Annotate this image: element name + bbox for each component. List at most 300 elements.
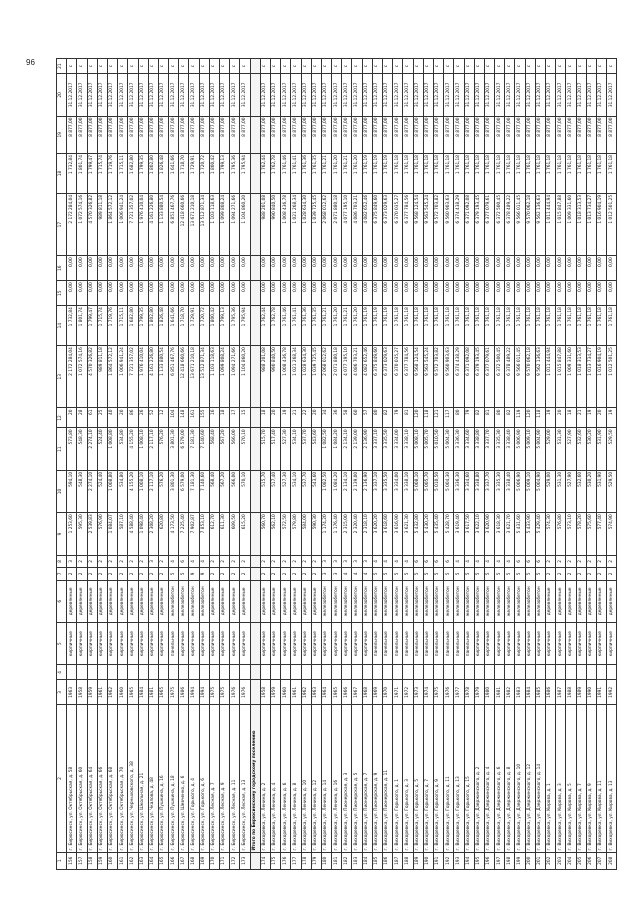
table-cell: 0,00 [291,256,301,281]
table-cell: 4 570 326,82 [87,193,97,255]
table-cell: 0,00 [199,256,209,281]
table-cell: с [566,59,576,74]
table-cell: 1 015 847,88 [556,346,566,408]
table-cell: 5 [464,568,474,580]
table-cell: 26 [138,408,148,428]
table-row [474,59,484,870]
table-cell: г. Бирюсинск, ул. Горького, д. 6 [199,705,209,852]
table-cell: 1984 [138,680,148,705]
table-cell [199,665,209,680]
table-cell: 31.12.2017 [230,74,240,116]
table-row [240,59,250,870]
table-cell: кирпичные [607,623,617,665]
table-cell: 1 013 734,27 [586,193,596,255]
table-cell: 2 [240,568,250,580]
table-cell: 4 086 703,21 [352,193,362,255]
column-header: 3 [57,680,67,705]
table-cell: 8 877,00 [209,116,219,153]
table-cell: 2 [301,555,311,567]
table-cell: 527,30 [281,470,291,512]
table-cell: 6 373 029,63 [383,346,393,408]
table-cell: 1 761,18 [515,306,525,346]
table-cell: 1 795,36 [230,306,240,346]
table-cell: г. Вихоревка, ул. Пионерская, д. 7 [362,705,372,852]
table-cell: 1 761,19 [362,306,372,346]
table-cell: 1 682,80 [128,153,138,193]
table-cell: 1 761,35 [311,153,321,193]
table-cell: 36 [332,408,342,428]
table-cell: 1 761,18 [464,153,474,193]
table-cell: железобетон [352,580,362,622]
table-cell [464,665,474,680]
table-row [169,59,179,870]
table-cell: 82 [383,408,393,428]
table-row [383,59,393,870]
table-cell: с [230,59,240,74]
table-cell: 6 [179,555,189,567]
table-cell [607,665,617,680]
table-cell: 163 [138,852,148,869]
table-cell: 1 761,18 [495,306,505,346]
table-cell: 6 [413,555,423,567]
table-cell: с [332,59,342,74]
table-cell: деревянные [148,580,158,622]
table-cell: 31.12.2017 [444,74,454,116]
table-cell [383,665,393,680]
table-cell: 2 [158,568,168,580]
table-cell: 5 010,50 [433,428,443,470]
table-cell [332,665,342,680]
table-cell: 156 [67,852,77,869]
table-cell: 0,00 [118,281,128,306]
table-cell: 0,00 [474,256,484,281]
table-cell: 8 877,00 [138,116,148,153]
table-cell [372,665,382,680]
table-cell: кирпичные [332,623,342,665]
table-cell: 4 [393,555,403,567]
table-cell: 7 853,10 [199,513,209,555]
table-cell: 8 877,00 [148,116,158,153]
table-row [495,59,505,870]
table-cell [250,59,260,74]
column-header: 16 [57,256,67,281]
table-cell: 531,90 [596,428,606,470]
table-cell: 0,00 [148,256,158,281]
table-cell: с [301,59,311,74]
table-cell: 1 799,35 [138,306,148,346]
table-cell: 31.12.2017 [596,74,606,116]
table-cell: 6 371 092,08 [464,346,474,408]
table-cell: 0,00 [546,281,556,306]
table-cell: 1 761,18 [454,306,464,346]
table-cell: 6 377 079,61 [484,193,494,255]
table-cell [250,193,260,255]
table-cell: железобетон [403,580,413,622]
table-cell: 4 [464,555,474,567]
table-cell: 611,30 [220,513,230,555]
table-cell: 2 [576,555,586,567]
table-cell: 31.12.2017 [107,74,117,116]
table-cell [576,665,586,680]
table-cell: 4 [169,555,179,567]
table-cell: 568,40 [209,428,219,470]
table-cell: 31.12.2017 [240,74,250,116]
table-cell [240,665,250,680]
table-cell: 0,00 [342,256,352,281]
table-cell: 537,70 [301,428,311,470]
table-cell: 5 [169,568,179,580]
table-cell: г. Бирюсинск, ул. Октябрьская, д. 66 [97,705,107,852]
table-cell [311,665,321,680]
table-cell: 0,00 [77,281,87,306]
table-cell: 590,30 [311,513,321,555]
table-row [393,59,403,870]
table-cell: 8 877,00 [67,116,77,153]
table-cell: 3 336,30 [454,428,464,470]
table-cell: кирпичные [128,623,138,665]
table-cell: 4 [362,568,372,580]
table-cell [362,665,372,680]
table-cell: 2 071 880,18 [332,193,342,255]
column-header: 12 [57,408,67,428]
table-cell: 5 [383,568,393,580]
table-cell: 1 732,84 [67,153,77,193]
table-cell: 1 761,21 [321,306,331,346]
table-cell: 0,00 [535,256,545,281]
table-cell: с [525,59,535,74]
table-cell: 80 [495,408,505,428]
table-cell: 1 103 118,63 [209,193,219,255]
table-cell: 1 761,18 [393,153,403,193]
table-cell: 5 432,80 [413,513,423,555]
table-cell: 18 [566,408,576,428]
table-cell: 577,40 [596,513,606,555]
table-cell: 0,00 [586,281,596,306]
table-cell: 79 [393,408,403,428]
table-cell: г. Вихоревка, ул. Ленина, д. 10 [301,705,311,852]
table-cell: 177 [291,852,301,869]
table-cell: 80 [372,408,382,428]
table-cell [505,665,515,680]
table-cell: 3 [332,555,342,567]
table-cell: 60 [352,408,362,428]
table-cell: 0,00 [484,256,494,281]
table-cell: 1976 [240,680,250,705]
table-cell: 80 [454,408,464,428]
table-cell: 3 334,00 [393,470,403,512]
table-cell: 1 762,44 [260,306,270,346]
table-cell: 0,00 [321,256,331,281]
table-cell: 2 [107,568,117,580]
table-cell: г. Бирюсинск, ул. Лесная, д. 13 [240,705,250,852]
table-cell: г. Вихоревка, ул. Кирова, д. 7 [576,705,586,852]
table-cell: деревянные [128,580,138,622]
table-cell: 9 570 062,18 [525,193,535,255]
table-cell: с [607,59,617,74]
table-cell: 8 877,00 [525,116,535,153]
table-cell: 2 068 012,62 [321,346,331,408]
table-cell: г. Вихоревка, ул. Пионерская, д. 11 [383,705,393,852]
table-cell: 4 [484,555,494,567]
table-cell: железобетон [169,580,179,622]
table-cell: 0,00 [383,281,393,306]
table-cell: 3 338,10 [403,428,413,470]
table-cell: с [403,59,413,74]
table-cell [87,665,97,680]
table-cell: 31.12.2017 [352,74,362,116]
table-cell: 208 [607,852,617,869]
table-cell: 171 [220,852,230,869]
table-cell: 31.12.2017 [169,74,179,116]
table-cell: 31.12.2017 [301,74,311,116]
table-cell: 531,30 [556,470,566,512]
table-cell: деревянные [281,580,291,622]
table-cell: 57 [362,408,372,428]
table-cell: 8 877,00 [87,116,97,153]
table-cell: 1 761,20 [332,306,342,346]
table-cell: 5 431,60 [515,513,525,555]
table-cell: 1 801,74 [77,306,87,346]
table-cell: железобетон [464,580,474,622]
table-cell: 0,00 [189,281,199,306]
table-cell: 148 [179,408,189,428]
table-cell: 1 082,50 [321,470,331,512]
table-cell: 1 133 880,54 [158,346,168,408]
table-cell: 2 172 284,04 [67,193,77,255]
table-cell: 2 318,10 [362,513,372,555]
table-cell: 0,00 [505,281,515,306]
table-cell: 0,00 [413,256,423,281]
table-cell: 530,20 [586,428,596,470]
table-cell: 1968 [362,680,372,705]
table-cell: 0,00 [505,256,515,281]
table-cell: 989 811,18 [97,193,107,255]
table-cell: 164 [148,852,158,869]
table-cell: 0,00 [158,281,168,306]
table-cell: 8 877,00 [230,116,240,153]
table-cell: 2 [281,555,291,567]
table-cell: 5 [413,568,423,580]
table-cell [209,665,219,680]
table-cell: панельные [464,623,474,665]
table-cell: 988 201,08 [260,193,270,255]
table-cell: 562,10 [270,513,280,555]
table-cell: 0,00 [525,281,535,306]
table-cell: 31.12.2017 [128,74,138,116]
table-cell: 5 004,30 [444,470,454,512]
table-cell: 8 877,00 [179,116,189,153]
table-cell: 1 761,21 [342,306,352,346]
table-cell: 6 372 500,45 [495,346,505,408]
table-cell: 1965 [158,680,168,705]
table-cell: 4 [505,555,515,567]
table-cell: 3 [321,555,331,567]
table-cell: 990 840,50 [270,193,280,255]
table-cell: кирпичные [199,623,209,665]
table-cell: 1 012 501,25 [607,346,617,408]
column-header: 1 [57,852,67,869]
table-cell: 8 877,00 [281,116,291,153]
table-cell: деревянные [556,580,566,622]
table-cell: 1967 [352,680,362,705]
table-row [67,59,77,870]
table-cell: 3 620,20 [372,513,382,555]
table-cell: 9 568 124,54 [413,346,423,408]
table-row [220,59,230,870]
table-cell: 1988 [566,680,576,705]
table-cell: 579,80 [291,513,301,555]
table-cell: 0,00 [596,256,606,281]
table-cell: 1 761,20 [352,306,362,346]
rotated-table-frame [56,58,614,870]
table-row [352,59,362,870]
table-cell: г. Вихоревка, ул. Ленина, д. 6 [281,705,291,852]
table-cell: 1 008,10 [138,428,148,470]
table-cell: 2 274,10 [87,428,97,470]
table-cell: 168 [189,852,199,869]
table-cell: г. Вихоревка, ул. Кирова, д. 13 [607,705,617,852]
table-cell: 165 [158,852,168,869]
table-cell: 31.12.2017 [372,74,382,116]
table-cell: 2 [67,568,77,580]
table-cell: деревянные [546,580,556,622]
table-cell: железобетон [332,580,342,622]
table-cell: с [97,59,107,74]
table-cell: 0,00 [199,281,209,306]
table-cell [250,623,260,665]
table-cell: 190 [423,852,433,869]
table-cell: деревянные [301,580,311,622]
table-row [556,59,566,870]
table-cell: 8 877,00 [596,116,606,153]
table-cell: железобетон [505,580,515,622]
table-cell: 1 015 847,88 [556,193,566,255]
table-cell: 1 762,78 [270,306,280,346]
table-cell: кирпичные [77,623,87,665]
table-row [107,59,117,870]
table-cell: железобетон [484,580,494,622]
table-cell: 1976 [230,680,240,705]
table-row [301,59,311,870]
table-cell: с [495,59,505,74]
table-cell: 8 877,00 [270,116,280,153]
table-cell: г. Вихоревка, ул. Горького, д. 13 [454,705,464,852]
table-cell: 532,60 [576,428,586,470]
table-cell: 0,00 [220,281,230,306]
table-cell: кирпичные [352,623,362,665]
table-cell: 15 [240,408,250,428]
table-cell [250,680,260,705]
table-cell: 529,00 [546,470,556,512]
table-cell: 534,80 [118,470,128,512]
table-cell: 1 800,42 [209,153,219,193]
table-cell: 6 [515,555,525,567]
table-cell: 0,00 [444,256,454,281]
table-cell: 6 375 849,60 [372,193,382,255]
table-cell: 3 338,40 [505,428,515,470]
table-cell: 1 795,94 [240,306,250,346]
table-cell: 2 [607,555,617,567]
table-cell: железобетон [474,580,484,622]
table-cell: 6 374 438,29 [454,346,464,408]
table-cell: 0,00 [607,256,617,281]
table-cell: с [260,59,270,74]
table-cell: 1 761,18 [403,306,413,346]
table-cell [556,665,566,680]
table-cell: деревянные [138,580,148,622]
table-cell: 169 [199,852,209,869]
table-row [260,59,270,870]
table-cell: кирпичные [281,623,291,665]
table-cell: 31.12.2017 [546,74,556,116]
table-cell: 1 719,76 [107,153,117,193]
table-cell: 5 [372,568,382,580]
table-cell: 529,50 [607,470,617,512]
table-cell: деревянные [260,580,270,622]
table-cell: 2 [128,555,138,567]
table-cell: с [383,59,393,74]
table-cell: 1 761,18 [433,153,443,193]
table-cell: 8 877,00 [291,116,301,153]
table-cell: 61 [87,408,97,428]
table-cell: 1 761,18 [525,306,535,346]
table-cell: железобетон [454,580,464,622]
table-cell: 0,00 [423,256,433,281]
table-cell: 1 028 634,30 [301,193,311,255]
table-cell: 5 009,10 [525,470,535,512]
table-cell: 188 [403,852,413,869]
table-cell: 0,00 [260,281,270,306]
table-cell: 1 761,20 [332,153,342,193]
table-cell: 13 512 871,34 [199,346,209,408]
table-cell: 5 006,90 [515,428,525,470]
table-cell: 2 [260,555,270,567]
table-cell: железобетон [423,580,433,622]
table-cell: 5 430,20 [423,513,433,555]
table-cell: 2 [546,555,556,567]
table-cell: 524,40 [97,428,107,470]
column-header: 10 [57,470,67,512]
table-cell [250,580,260,622]
table-cell: кирпичные [321,623,331,665]
table-cell: 7 721 357,02 [128,346,138,408]
table-cell: 0,00 [586,256,596,281]
table-cell: 0,00 [332,281,342,306]
table-cell: 1992 [607,680,617,705]
table-cell: 31.12.2017 [281,74,291,116]
table-cell: с [556,59,566,74]
table-cell: 2 274,10 [87,470,97,512]
table-cell: 1 762,78 [270,153,280,193]
table-cell: деревянные [586,580,596,622]
table-cell: 2 [301,568,311,580]
table-cell: 537,70 [301,470,311,512]
table-cell [444,665,454,680]
table-cell: 0,00 [230,281,240,306]
table-cell: 31.12.2017 [403,74,413,116]
table-cell: 6 851 467,76 [169,193,179,255]
table-cell: 1 039 725,45 [311,193,321,255]
table-cell: 2 [107,555,117,567]
table-cell: железобетон [515,580,525,622]
table-cell: 180 [321,852,331,869]
table-cell: 1 761,18 [607,153,617,193]
table-cell: 82 [474,408,484,428]
table-cell: 8 877,00 [444,116,454,153]
table-cell: деревянные [311,580,321,622]
table-row [199,59,209,870]
table-cell: 9 562 136,63 [535,346,545,408]
